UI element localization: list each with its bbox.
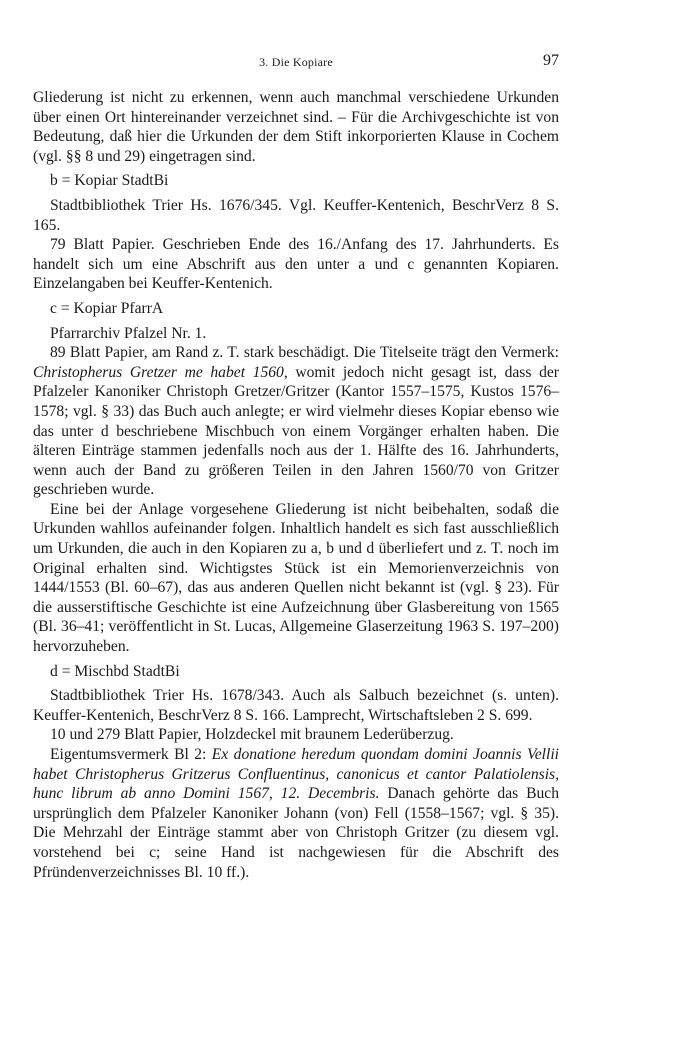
section-c-heading: c = Kopiar PfarrA: [50, 299, 164, 317]
section-c-p2-italic: Christopherus Gretzer me habet 1560: [33, 363, 284, 381]
section-d-p3-italic: Ex donatione heredum quondam domini Joannis Vellii habet Christopherus Gritzerus Confluentinus, canonicus et cantor Palatiolensis, hunc librum ab anno Domini 1567, 12. Decembris.: [33, 746, 560, 803]
section-c-paragraph-3: Eine bei der Anlage vorgesehene Gliederung ist nicht beibehalten, sodaß die Urkunden wahllos aufeinander folgen. Inhaltlich handelt es sich fast ausschließlich um Urkunden, die auch in den Kopiaren zu a, b und d überliefert und z. T. noch im Original erhalten sind. Wichtigstes Stück ist ein Memorienverzeichnis von 1444/1553 (Bl. 60–67), das aus anderen Quellen nicht bekannt ist (vgl. § 23). Für die ausserstiftische Geschichte ist eine Aufzeichnung über Glasbereitung von 1565 (Bl. 36–41; veröffentlicht in St. Lucas, Allgemeine Glaserzeitung 1963 S. 197–200) hervorzuheben.: [33, 500, 559, 656]
paragraph-intro: Gliederung ist nicht zu erkennen, wenn auch manchmal verschiedene Urkunden über einen Ort hintereinander verzeichnet sind. – Für die Archivgeschichte ist von Bedeutung, daß hier die Urkunden der dem Stift inkorporierten Klause in Cochem (vgl. §§ 8 und 29) eingetragen sind.: [33, 89, 559, 165]
section-c-paragraph-1: Pfarrarchiv Pfalzel Nr. 1.: [50, 324, 207, 342]
section-d-paragraph-1: Stadtbibliothek Trier Hs. 1678/343. Auch als Salbuch bezeichnet (s. unten). Keuffer-Kentenich, BeschrVerz 8 S. 166. Lamprecht, Wirtschaftsleben 2 S. 699.: [33, 687, 559, 724]
section-b-paragraph-2: 79 Blatt Papier. Geschrieben Ende des 16./Anfang des 17. Jahrhunderts. Es handelt sich um eine Abschrift aus den unter a und c genannten Kopiaren. Einzelangaben bei Keuffer-Kentenich.: [33, 236, 559, 293]
section-b-heading: b = Kopiar StadtBi: [50, 172, 169, 190]
section-d-paragraph-3: [33, 745, 559, 882]
section-c-p2-text-b: , womit jedoch nicht gesagt ist, dass der Pfalzeler Kanoniker Christoph Gretzer/Gritzer (Kantor 1557–1575, Kustos 1576–1578; vgl. § 33) das Buch auch anlegte; er wird vielmehr dieses Kopiar ebenso wie das unter d beschriebene Mischbuch von einem Vorgänger erhalten haben. Die älteren Einträge stammen jedenfalls noch aus der 1. Hälfte des 16. Jahrhunderts, wenn auch der Band zu größeren Teilen in den Jahren 1560/70 von Gritzer geschrieben wurde.: [33, 363, 559, 499]
section-c-paragraph-2: [33, 343, 559, 500]
section-d-p3-text-a: Eigentumsvermerk Bl 2:: [50, 746, 212, 763]
section-c-p2-text-a: 89 Blatt Papier, am Rand z. T. stark beschädigt. Die Titelseite trägt den Vermerk:: [50, 344, 559, 362]
section-d-p3-text-b: Danach gehörte das Buch ursprünglich dem Pfalzeler Kanoniker Johann (von) Fell (1558–1567; vgl. § 35). Die Mehrzahl der Einträge stammt aber von Christoph Gritzer (zu diesem vgl. vorstehend bei c; seine Hand ist nachgewiesen für die Abschrift des Pfründenverzeichnisses Bl. 10 ff.).: [33, 785, 559, 881]
running-head: [33, 52, 559, 72]
running-title: 3. Die Kopiare: [259, 55, 333, 69]
body-text: [33, 88, 559, 882]
section-d-heading: d = Mischbd StadtBi: [50, 662, 180, 680]
section-b-paragraph-1: Stadtbibliothek Trier Hs. 1676/345. Vgl. Keuffer-Kentenich, BeschrVerz 8 S. 165.: [33, 196, 559, 234]
section-d-paragraph-2: 10 und 279 Blatt Papier, Holzdeckel mit braunem Lederüberzug.: [50, 726, 454, 744]
page-number: 97: [543, 52, 559, 69]
